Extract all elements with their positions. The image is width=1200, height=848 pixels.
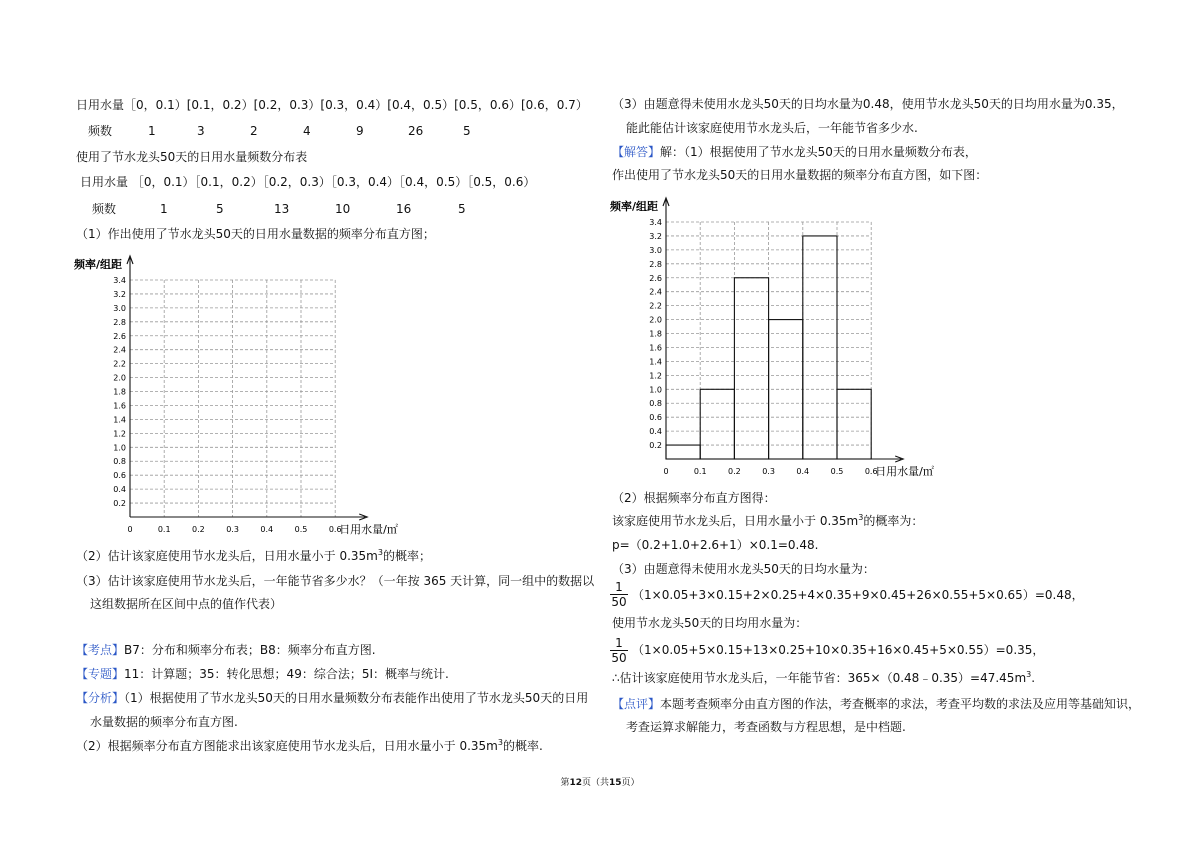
y-tick-label: 0.8 <box>649 399 662 409</box>
y-tick-label: 0.2 <box>649 441 662 451</box>
table1-freq-5: 9 <box>356 124 364 138</box>
y-tick-label: 3.2 <box>649 231 662 241</box>
y-tick-label: 3.0 <box>649 245 662 255</box>
y-tick-label: 1.8 <box>649 329 662 339</box>
x-tick-label: 0.2 <box>192 525 205 534</box>
y-tick-label: 1.4 <box>649 357 662 367</box>
histogram-bar-3 <box>734 278 768 459</box>
histogram-bar-2 <box>700 389 734 459</box>
fenxi-line2: 水量数据的频率分布直方图. <box>90 715 238 729</box>
y-axis-label: 频率/组距 <box>610 200 659 213</box>
table1-freq-1: 1 <box>148 124 156 138</box>
table1-freq-6: 26 <box>408 124 424 138</box>
table1-header: 日用水量［0，0.1）[0.1，0.2）[0.2，0.3）[0.3，0.4）[0.4，0.5）[0.5，0.6）[0.6，0.7） <box>76 98 588 112</box>
reason-3-line1: （3）由题意得未使用水龙头50天的日均水量为0.48，使用节水龙头50天的日均用水量为0.35， <box>612 97 1124 111</box>
calc-2: （1×0.05+5×0.15+13×0.25+10×0.35+16×0.45+5×0.55）=0.35， <box>632 643 1045 657</box>
y-tick-label: 2.6 <box>649 273 662 283</box>
fenxi-2: （2）根据频率分布直方图能求出该家庭使用节水龙头后，日用水量小于 $0.35m^3$的概率. <box>76 738 543 753</box>
question-1: （1）作出使用了节水龙头50天的日用水量数据的频率分布直方图； <box>76 227 435 241</box>
reason-3-line2: 能此能估计该家庭使用节水龙头后，一年能节省多少水. <box>626 121 918 135</box>
question-3-line2: 这组数据所在区间中点的值作代表） <box>90 597 283 611</box>
y-tick-label: 2.2 <box>649 301 662 311</box>
dianping-line2: 考查运算求解能力，考查函数与方程思想，是中档题. <box>626 720 906 734</box>
x-tick-label: 0.5 <box>294 525 308 534</box>
y-tick-label: 2.0 <box>113 373 126 383</box>
table1-freq-label: 频数 <box>88 124 113 138</box>
question-3-line1: （3）估计该家庭使用节水龙头后，一年能节省多少水？（一年按 365 天计算，同一组中的数据以 <box>76 574 595 588</box>
y-tick-label: 0.8 <box>113 457 126 467</box>
x-tick-label: 0.4 <box>260 525 274 534</box>
x-tick-label: 0.5 <box>830 467 844 476</box>
x-tick-label: 0.2 <box>728 467 741 476</box>
y-tick-label: 0.4 <box>649 427 662 437</box>
y-tick-label: 2.8 <box>649 259 662 269</box>
table2-header: 日用水量 ［0，0.1）［0.1，0.2）［0.2，0.3）［0.3，0.4）［0.4，0.5）［0.5，0.6） <box>80 175 536 189</box>
y-tick-label: 1.2 <box>649 371 662 381</box>
y-tick-label: 1.6 <box>649 343 662 353</box>
y-tick-label: 2.6 <box>113 331 126 341</box>
x-axis-label: 日用水量/㎡ <box>339 523 398 536</box>
answer-3: （3）由题意得未使用水龙头50天的日均水量为： <box>612 562 875 576</box>
x-tick-label: 0 <box>127 525 133 534</box>
y-tick-label: 3.4 <box>649 218 662 227</box>
table1-freq-2: 3 <box>197 124 205 138</box>
empty-histogram-grid <box>70 250 430 535</box>
y-tick-label: 1.0 <box>113 443 126 453</box>
answer-2-line3: p=（0.2+1.0+2.6+1）×0.1=0.48. <box>612 538 819 552</box>
x-tick-label: 0.1 <box>157 525 171 534</box>
y-tick-label: 2.4 <box>113 345 126 355</box>
x-axis-label: 日用水量/㎡ <box>875 465 934 478</box>
y-tick-label: 1.6 <box>113 401 126 411</box>
fenxi-line1: 【分析】（1）根据使用了节水龙头50天的日用水量频数分布表能作出使用了节水龙头50天的日用 <box>76 691 589 705</box>
jieda-line2: 作出使用了节水龙头50天的日用水量数据的频率分布直方图，如下图： <box>612 168 988 182</box>
y-tick-label: 2.0 <box>649 315 662 325</box>
y-tick-label: 1.8 <box>113 387 126 397</box>
table1-freq-7: 5 <box>463 124 471 138</box>
y-tick-label: 0.2 <box>113 499 126 509</box>
y-tick-label: 3.2 <box>113 289 126 299</box>
y-tick-label: 1.2 <box>113 429 126 439</box>
table2-freq-6: 5 <box>458 202 466 216</box>
y-tick-label: 3.4 <box>113 276 126 285</box>
y-tick-label: 2.2 <box>113 359 126 369</box>
table2-freq-1: 1 <box>160 202 168 216</box>
y-tick-label: 0.6 <box>113 471 126 481</box>
table1-freq-4: 4 <box>303 124 311 138</box>
y-tick-label: 1.0 <box>649 385 662 395</box>
dianping-line1: 【点评】本题考查频率分由直方图的作法，考查概率的求法，考查平均数的求法及应用等基础知识， <box>612 697 1141 711</box>
table2-freq-label: 频数 <box>92 202 117 216</box>
histogram-bar-6 <box>837 389 871 459</box>
y-tick-label: 1.4 <box>113 415 126 425</box>
x-tick-label: 0.3 <box>762 467 775 476</box>
zhuanti: 【专题】11：计算题；35：转化思想；49：综合法；5I：概率与统计. <box>76 667 449 681</box>
table2-title: 使用了节水龙头50天的日用水量频数分布表 <box>76 150 308 164</box>
y-tick-label: 0.4 <box>113 485 126 495</box>
x-tick-label: 0 <box>663 467 669 476</box>
x-tick-label: 0.6 <box>864 467 878 476</box>
table2-freq-2: 5 <box>216 202 224 216</box>
frequency-histogram <box>606 192 966 477</box>
table2-freq-3: 13 <box>274 202 290 216</box>
conclusion: ∴估计该家庭使用节水龙头后，一年能节省：$365\times(0.48﹣0.35)=47.45m^3$. <box>612 670 1036 685</box>
x-tick-label: 0.3 <box>226 525 239 534</box>
answer-2: （2）根据频率分布直方图得： <box>612 491 776 505</box>
page-footer: 第12页（共15页） <box>560 778 640 788</box>
table2-freq-5: 16 <box>396 202 412 216</box>
y-tick-label: 2.4 <box>649 287 662 297</box>
kaodian: 【考点】B7：分布和频率分布表；B8：频率分布直方图. <box>76 643 376 657</box>
answer-3-line2: 使用节水龙头50天的日均用水量为： <box>612 616 808 630</box>
y-axis-label: 频率/组距 <box>74 258 123 271</box>
y-tick-label: 2.8 <box>113 317 126 327</box>
question-2: （2）估计该家庭使用节水龙头后，日用水量小于 $0.35m^3$的概率； <box>76 548 431 563</box>
table1-freq-3: 2 <box>250 124 258 138</box>
table2-freq-4: 10 <box>335 202 351 216</box>
x-tick-label: 0.4 <box>796 467 810 476</box>
fraction-2: $\frac{1}{50}$ <box>611 636 627 665</box>
x-tick-label: 0.6 <box>328 525 342 534</box>
answer-2-line2: 该家庭使用节水龙头后，日用水量小于 $0.35m^3$的概率为： <box>612 513 924 528</box>
x-tick-label: 0.1 <box>693 467 707 476</box>
histogram-bar-1 <box>666 445 700 459</box>
jieda: 【解答】解：（1）根据使用了节水龙头50天的日用水量频数分布表， <box>612 145 977 159</box>
fraction-1: $\frac{1}{50}$ <box>611 580 627 609</box>
calc-1: （1×0.05+3×0.15+2×0.25+4×0.35+9×0.45+26×0.55+5×0.65）=0.48， <box>632 588 1084 602</box>
y-tick-label: 3.0 <box>113 303 126 313</box>
y-tick-label: 0.6 <box>649 413 662 423</box>
